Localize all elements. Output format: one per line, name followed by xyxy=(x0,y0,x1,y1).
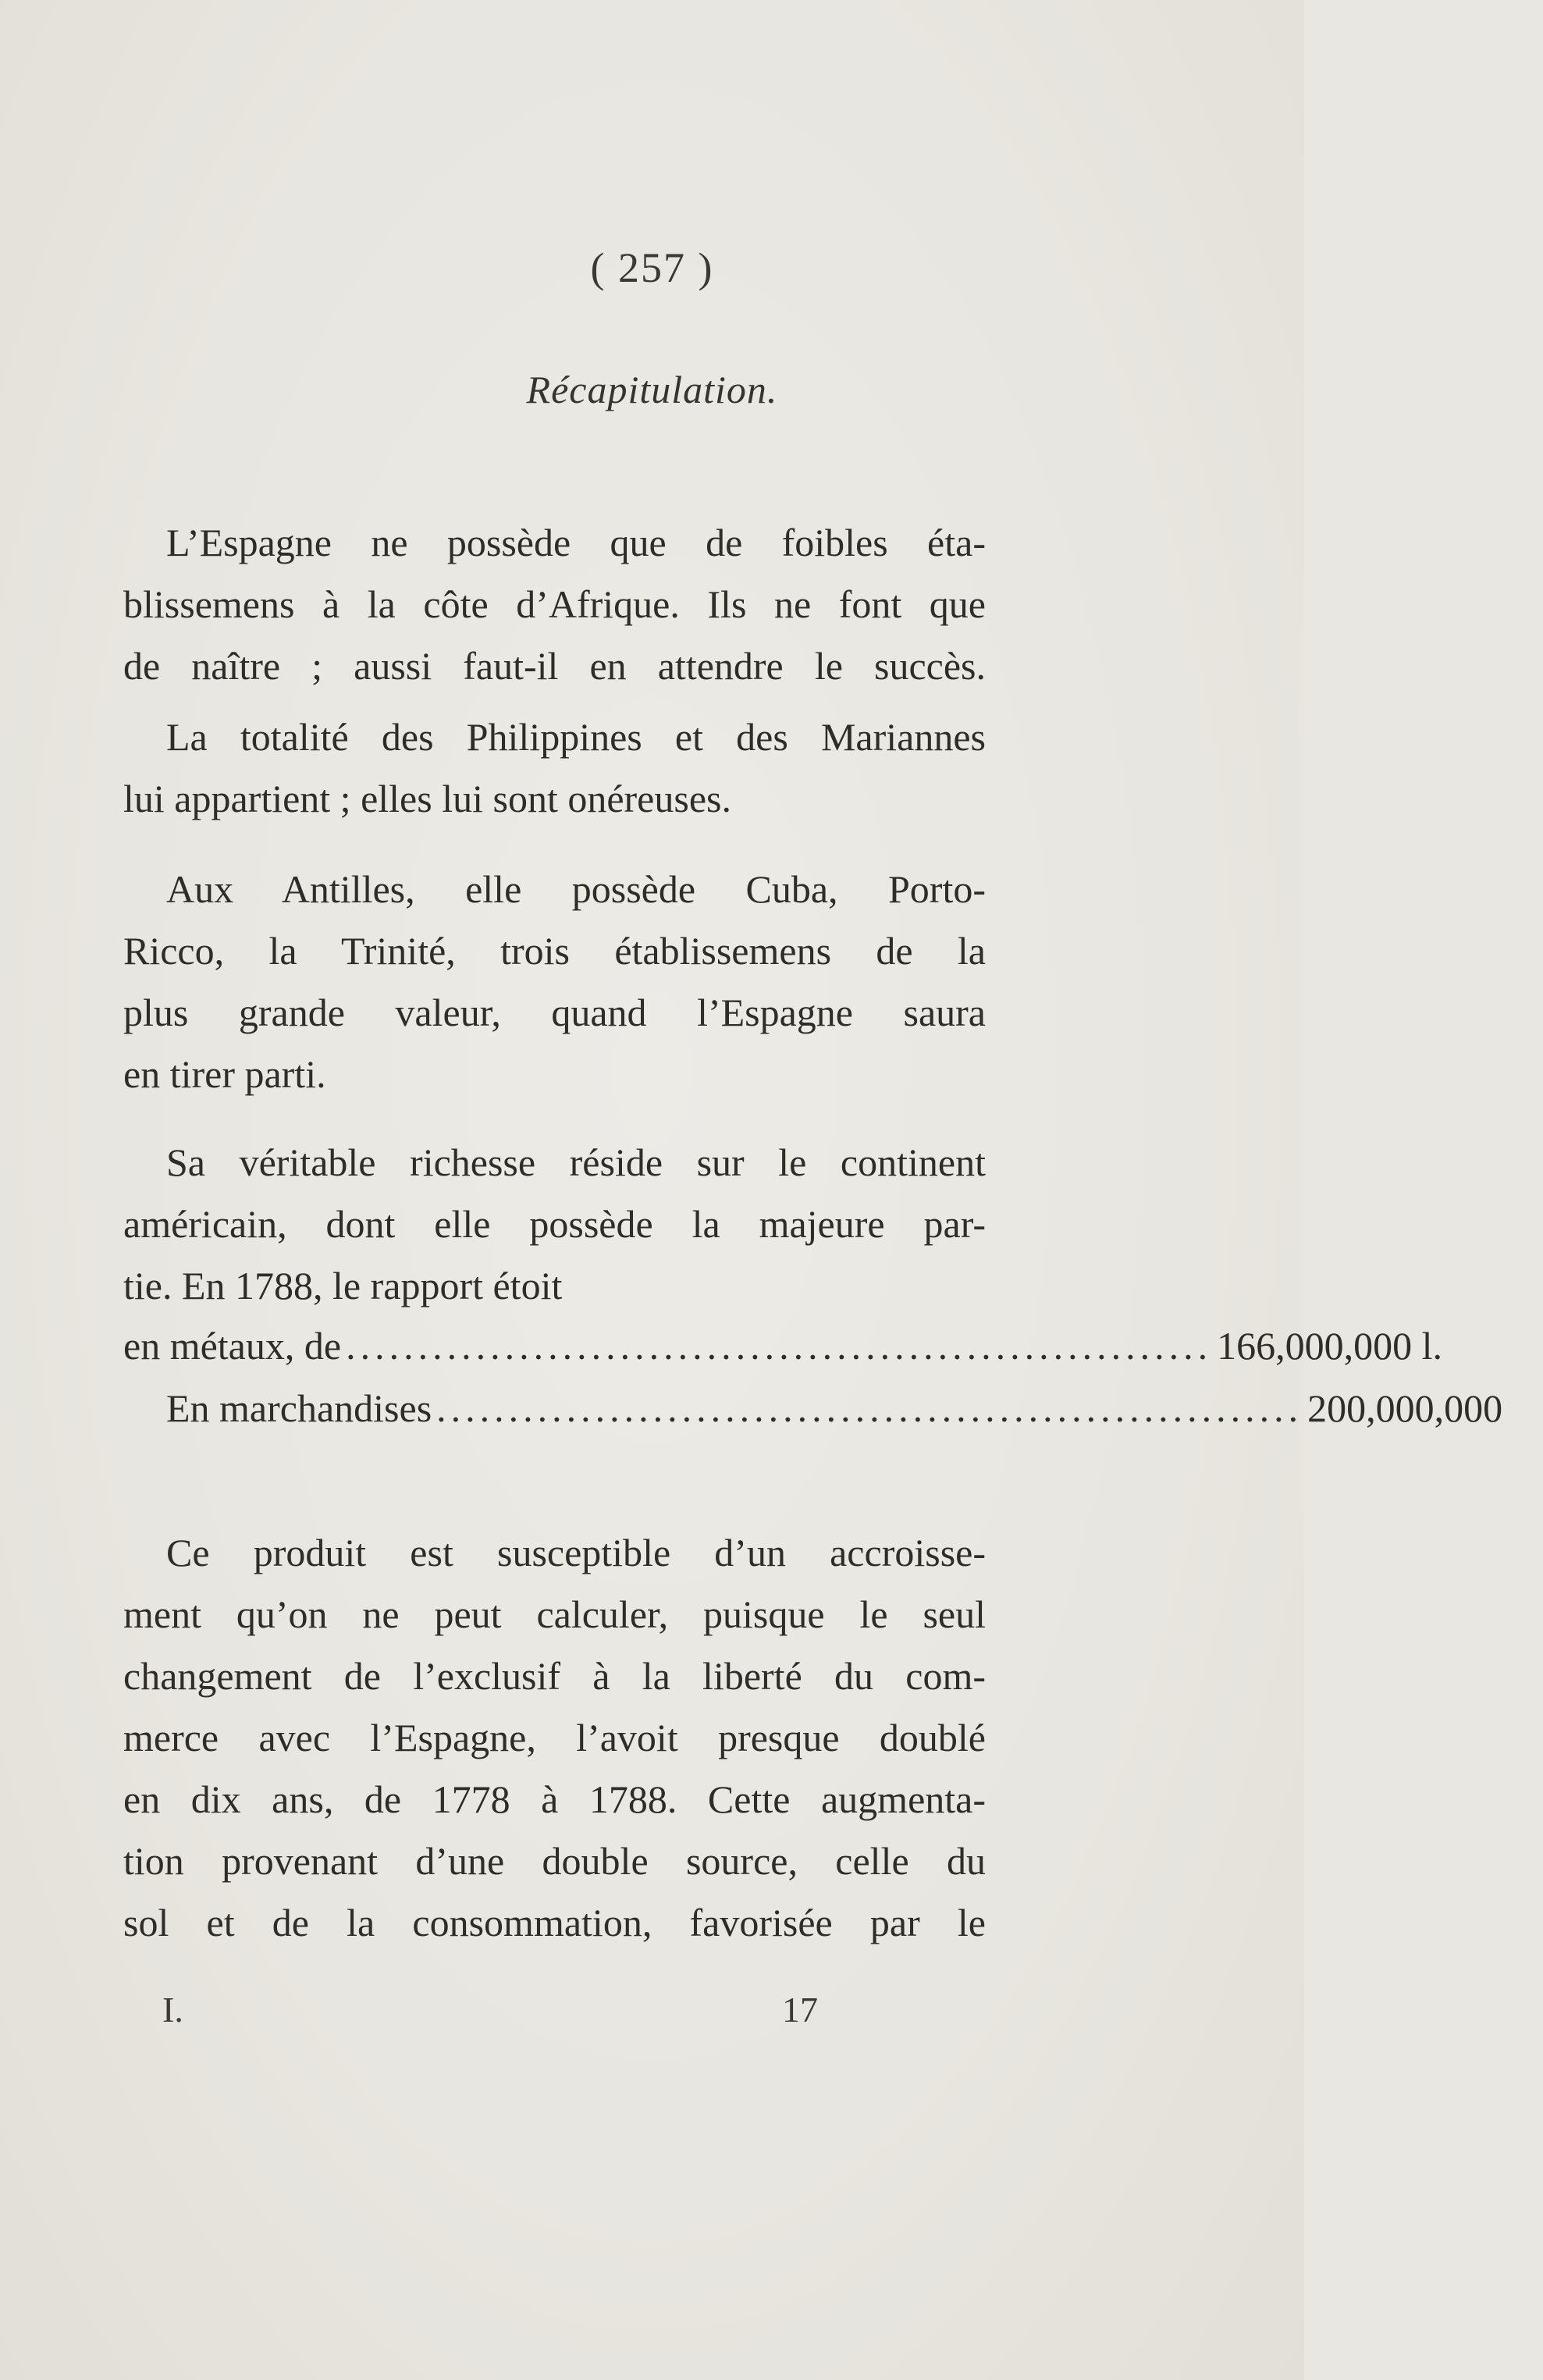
ledger-leader-dots: ............................................................ xyxy=(346,1324,1213,1368)
paragraph-5 xyxy=(123,1522,986,1954)
paragraph-line: tion provenant d’une double source, celle du xyxy=(123,1839,986,1883)
paragraph-line: La totalité des Philippines et des Mariannes xyxy=(166,715,986,759)
ledger-amount: 200,000,000 xyxy=(1307,1386,1503,1430)
paragraph-line: plus grande valeur, quand l’Espagne saura xyxy=(123,991,986,1034)
paragraph-4 xyxy=(123,1132,986,1317)
paragraph-line: en tirer parti. xyxy=(123,1052,326,1096)
section-title: Récapitulation. xyxy=(526,368,778,411)
paragraph-line: Aux Antilles, elle possède Cuba, Porto- xyxy=(166,867,986,911)
ledger-label: en métaux, de xyxy=(123,1324,342,1368)
paragraph-line: Ce produit est susceptible d’un accroisse- xyxy=(166,1531,986,1574)
paragraph-line: L’Espagne ne possède que de foibles éta- xyxy=(166,521,986,564)
paragraph-line: lui appartient ; elles lui sont onéreuses. xyxy=(123,777,731,820)
paragraph-line: en dix ans, de 1778 à 1788. Cette augmenta- xyxy=(123,1777,986,1821)
signature-mark: 17 xyxy=(782,1990,818,2030)
paragraph-line: ment qu’on ne peut calculer, puisque le seul xyxy=(123,1592,986,1636)
signature-line xyxy=(155,1989,958,2030)
paragraph-line: américain, dont elle possède la majeure par- xyxy=(123,1202,986,1246)
paragraph-line: de naître ; aussi faut-il en attendre le succès. xyxy=(123,644,986,688)
ledger-row-goods xyxy=(123,1377,1503,1439)
ledger-leader-dots: ............................................................ xyxy=(436,1386,1303,1430)
revenue-ledger xyxy=(123,1315,1503,1439)
paragraph-line: merce avec l’Espagne, l’avoit presque doublé xyxy=(123,1716,986,1759)
ledger-amount: 166,000,000 l. xyxy=(1217,1324,1442,1368)
paragraph-line: sol et de la consommation, favorisée par le xyxy=(123,1901,986,1944)
paragraph-line: Ricco, la Trinité, trois établissemens de la xyxy=(123,929,986,973)
paragraph-2 xyxy=(123,706,986,830)
paragraph-line: changement de l’exclusif à la liberté du com- xyxy=(123,1654,986,1698)
paragraph-line: blissemens à la côte d’Afrique. Ils ne font que xyxy=(123,582,986,626)
paragraph-3 xyxy=(123,859,986,1105)
ledger-row-metals xyxy=(123,1315,1442,1377)
paragraph-line: tie. En 1788, le rapport étoit xyxy=(123,1264,563,1307)
volume-mark: I. xyxy=(162,1990,183,2030)
paragraph-line: Sa véritable richesse réside sur le continent xyxy=(166,1140,986,1184)
page-number: ( 257 ) xyxy=(590,244,714,291)
paragraph-1 xyxy=(123,512,986,697)
ledger-label: En marchandises xyxy=(166,1386,432,1430)
